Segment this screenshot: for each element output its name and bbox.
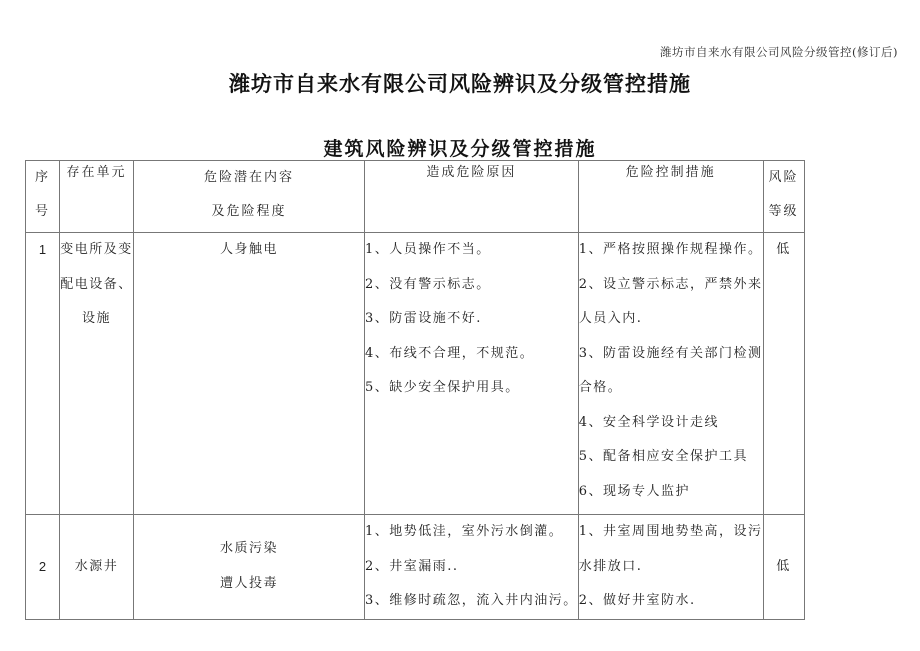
row-seq: 2 — [26, 515, 60, 620]
row-hazard: 水质污染 遭人投毒 — [134, 515, 365, 620]
row-controls: 1、严格按照操作规程操作。 2、设立警示标志，严禁外来 人员入内. 3、防雷设施经有关部门检测 合格。 4、安全科学设计走线 5、配备相应安全保护工具 6、现场专人监护 — [578, 233, 763, 515]
row-unit: 水源井 — [60, 515, 134, 620]
running-header: 潍坊市自来水有限公司风险分级管控(修订后) — [660, 45, 898, 59]
row-seq: 1 — [26, 233, 60, 515]
header-unit: 存在单元 — [60, 161, 134, 233]
row-hazard: 人身触电 — [134, 233, 365, 515]
row-controls: 1、井室周围地势垫高，设污 水排放口. 2、做好井室防水. — [578, 515, 763, 620]
row-level: 低 — [763, 515, 804, 620]
row-unit: 变电所及变 配电设备、 设施 — [60, 233, 134, 515]
section-title: 建筑风险辨识及分级管控措施 — [323, 138, 597, 160]
header-seq: 序 号 — [26, 161, 60, 233]
risk-table — [25, 160, 805, 620]
table-header-row — [26, 161, 805, 233]
row-causes: 1、地势低洼，室外污水倒灌。 2、井室漏雨.. 3、维修时疏忽，流入井内油污。 — [365, 515, 579, 620]
table-row — [26, 233, 805, 515]
header-level: 风险 等级 — [763, 161, 804, 233]
document-title: 潍坊市自来水有限公司风险辨识及分级管控措施 — [229, 72, 691, 96]
header-cause: 造成危险原因 — [365, 161, 579, 233]
header-hazard: 危险潜在内容 及危险程度 — [134, 161, 365, 233]
table-row — [26, 515, 805, 620]
row-causes: 1、人员操作不当。 2、没有警示标志。 3、防雷设施不好. 4、布线不合理，不规范。 5、缺少安全保护用具。 — [365, 233, 579, 515]
row-level: 低 — [763, 233, 804, 515]
header-control: 危险控制措施 — [578, 161, 763, 233]
